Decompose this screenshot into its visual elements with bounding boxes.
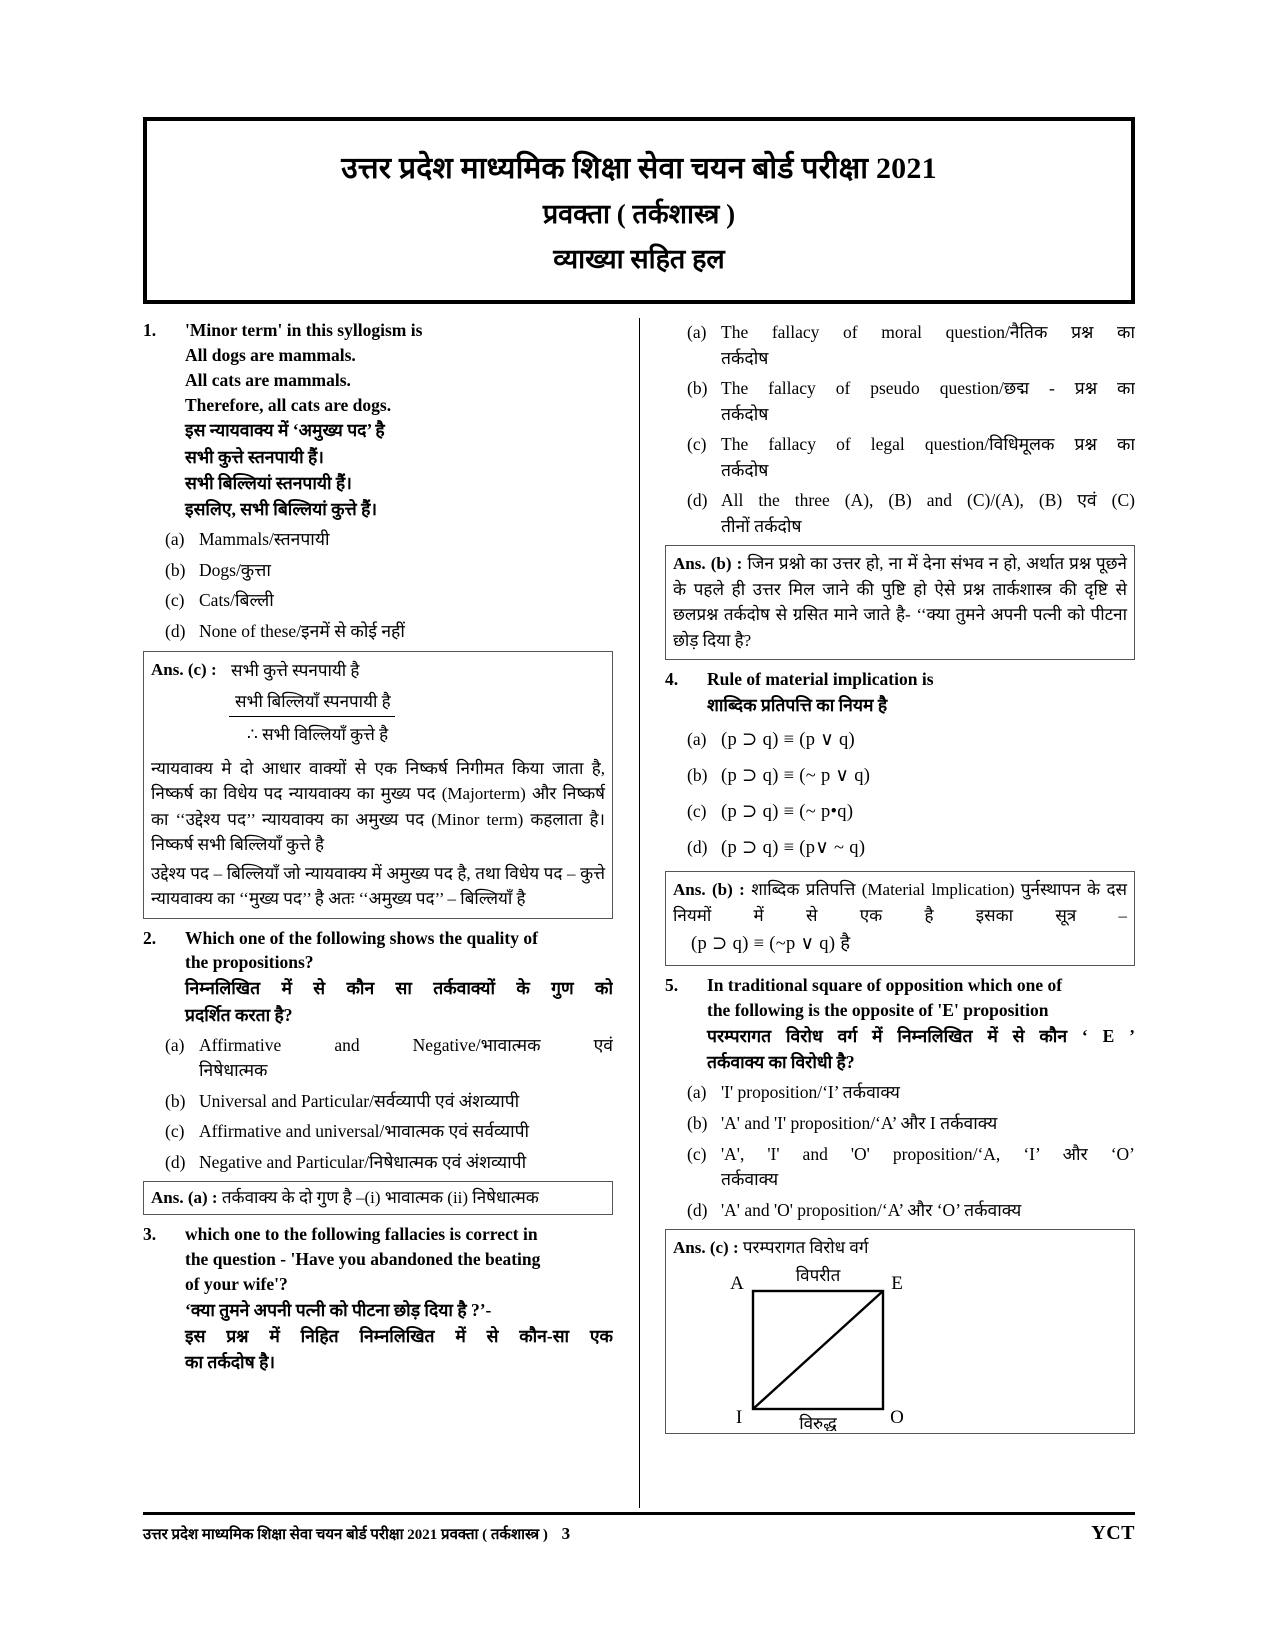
question-1-en-line-3: All cats are mammals. bbox=[185, 369, 351, 390]
option-text: All the three (A), (B) and (C)/(A), (B) एवं (C) bbox=[721, 490, 1135, 511]
question-3-number: 3. bbox=[143, 1223, 157, 1244]
question-3-en-line-1: which one to the following fallacies is correct in bbox=[185, 1223, 538, 1244]
svg-text:E: E bbox=[891, 1272, 903, 1294]
answer-2-text: तर्कवाक्य के दो गुण है –(i) भावात्मक (ii) निषेधात्मक bbox=[221, 1188, 539, 1208]
question-1-hi-line-3: सभी बिल्लियां स्तनपायी हैं। bbox=[185, 472, 352, 493]
answer-3-lead: Ans. (b) : bbox=[673, 554, 743, 574]
option-text: Affirmative and Negative/भावात्मक एवं bbox=[199, 1034, 613, 1055]
option-label: (c) bbox=[687, 801, 707, 822]
option-label: (c) bbox=[687, 434, 707, 455]
square-of-opposition-diagram bbox=[673, 1263, 1127, 1431]
question-2-option-c[interactable] bbox=[143, 1119, 613, 1145]
footer-publisher: YCT bbox=[1091, 1522, 1135, 1544]
question-2-en-line-1: Which one of the following shows the quality of bbox=[185, 927, 538, 948]
question-5-option-b[interactable] bbox=[665, 1111, 1135, 1137]
answer-1-paragraph-1: न्यायवाक्य मे दो आधार वाक्यों से एक निष्कर्ष निगीमत किया जाता है, निष्कर्ष का विधेय पद न्यायवाक्य का मुख्य पद (Majorterm) और निष्कर्ष का ‘‘उद्देश्य पद’’ न्यायवाक्य का अमुख्य पद (Minor term) कहलाता है। निष्कर्ष सभी बिल्लियाँ कुत्ते है bbox=[151, 758, 605, 855]
question-2-number: 2. bbox=[143, 927, 157, 948]
option-text: 'A' and 'I' proposition/‘A’ और I तर्कवाक्य bbox=[721, 1112, 998, 1133]
option-label: (a) bbox=[687, 322, 707, 342]
option-text: Affirmative and universal/भावात्मक एवं सर्वव्यापी bbox=[199, 1121, 530, 1142]
option-label: (d) bbox=[165, 621, 186, 642]
option-label: (d) bbox=[687, 837, 708, 858]
svg-text:A: A bbox=[730, 1272, 744, 1294]
syllogism-premise-2: सभी बिल्लियाँ स्पनपायी है bbox=[229, 689, 395, 718]
syllogism-conclusion: ∴ सभी विल्लियाँ कुत्ते है bbox=[247, 725, 389, 745]
option-label: (d) bbox=[687, 490, 708, 511]
option-text-cont: निषेधात्मक bbox=[199, 1060, 268, 1081]
option-text: Cats/बिल्ली bbox=[199, 590, 274, 611]
answer-1-syllogism bbox=[229, 658, 605, 748]
question-1-hi-line-4: इसलिए, सभी बिल्लियां कुत्ते हैं। bbox=[185, 499, 377, 520]
question-5 bbox=[665, 973, 1135, 1075]
question-1 bbox=[143, 318, 613, 522]
question-3-en-line-2: the question - 'Have you abandoned the beating bbox=[185, 1248, 541, 1269]
question-4-option-c[interactable] bbox=[665, 799, 1135, 826]
answer-1-paragraph-2: उद्देश्य पद – बिल्लियाँ जो न्यायवाक्य में अमुख्य पद है, तथा विधेय पद – कुत्ते न्यायवाक्य का ‘‘मुख्य पद’’ है अतः ‘‘अमुख्य पद’’ – बिल्लियाँ है bbox=[151, 863, 605, 909]
answer-box-4 bbox=[665, 871, 1135, 966]
answer-3-text: जिन प्रश्नो का उत्तर हो, ना में देना संभव न हो, अर्थात प्रश्न पूछने के पहले ही उत्तर मिल जाने की पुष्टि हो ऐसे प्रश्न तार्कशास्त्र की दृष्टि से छलप्रश्न तर्कदोष से ग्रसित माने जाते है- ‘‘क्या तुमने अपनी पत्नी को पीटना छोड़ दिया है? bbox=[673, 554, 1127, 650]
footer-exam-title: उत्तर प्रदेश माध्यमिक शिक्षा सेवा चयन बोर्ड परीक्षा 2021 प्रवक्ता ( तर्कशास्त्र ) bbox=[143, 1527, 548, 1543]
column-divider bbox=[639, 318, 640, 1508]
question-4-hi-line-1: शाब्दिक प्रतिपत्ति का नियम है bbox=[707, 695, 888, 716]
answer-box-2 bbox=[143, 1181, 613, 1215]
question-1-option-c[interactable] bbox=[143, 588, 613, 614]
exam-title-board: उत्तर प्रदेश माध्यमिक शिक्षा सेवा चयन बोर्ड परीक्षा 2021 bbox=[341, 151, 937, 185]
option-text: 'A' and 'O' proposition/‘A’ और ‘O’ तर्कवाक्य bbox=[721, 1199, 1022, 1220]
question-3 bbox=[143, 1222, 613, 1375]
question-1-option-a[interactable] bbox=[143, 527, 613, 553]
question-3-option-a[interactable] bbox=[665, 320, 1135, 371]
option-label: (b) bbox=[165, 559, 186, 580]
option-label: (d) bbox=[165, 1151, 186, 1172]
question-1-en-line-2: All dogs are mammals. bbox=[185, 344, 356, 365]
option-text-cont: तर्कदोष bbox=[721, 403, 769, 424]
question-2-hi-line-1: निम्नलिखित में से कौन सा तर्कवाक्यों के गुण को bbox=[185, 978, 613, 999]
option-label: (a) bbox=[165, 1034, 185, 1055]
answer-5-lead: Ans. (c) : bbox=[673, 1238, 739, 1258]
question-3-option-b[interactable] bbox=[665, 376, 1135, 427]
option-formula: (p ⊃ q) ≡ (~ p ∨ q) bbox=[721, 766, 871, 787]
question-5-number: 5. bbox=[665, 975, 679, 996]
option-text-cont: तर्कदोष bbox=[721, 459, 769, 480]
question-2-hi-line-2: प्रदर्शित करता है? bbox=[185, 1004, 293, 1025]
question-2 bbox=[143, 926, 613, 1028]
question-5-en-line-1: In traditional square of opposition which one of bbox=[707, 975, 1063, 996]
syllogism-premise-1: सभी कुत्ते स्पनपायी है bbox=[231, 661, 360, 681]
option-label: (c) bbox=[687, 1143, 707, 1164]
option-label: (b) bbox=[687, 378, 708, 399]
question-1-hi-line-1: इस न्यायवाक्य में ‘अमुख्य पद’ है bbox=[185, 420, 385, 441]
question-3-hi-line-2: इस प्रश्न में निहित निम्नलिखित में से कौन-सा एक bbox=[185, 1325, 613, 1346]
option-text-cont: तीनों तर्कदोष bbox=[721, 515, 802, 536]
svg-text:विरुद्ध: विरुद्ध bbox=[799, 1413, 837, 1431]
question-1-number: 1. bbox=[143, 320, 157, 340]
option-text: Universal and Particular/सर्वव्यापी एवं अंशव्यापी bbox=[199, 1090, 520, 1111]
option-label: (a) bbox=[165, 529, 185, 550]
option-label: (b) bbox=[165, 1090, 186, 1111]
option-formula: (p ⊃ q) ≡ (p∨ ~ q) bbox=[721, 838, 866, 859]
question-3-hi-line-1: ‘क्या तुमने अपनी पत्नी को पीटना छोड़ दिया है ?’- bbox=[185, 1299, 492, 1320]
question-3-hi-line-3: का तर्कदोष है। bbox=[185, 1352, 276, 1373]
question-3-option-d[interactable] bbox=[665, 488, 1135, 539]
option-text: The fallacy of moral question/नैतिक प्रश्न का bbox=[721, 322, 1135, 342]
option-formula: (p ⊃ q) ≡ (~ p•q) bbox=[721, 802, 854, 823]
option-label: (c) bbox=[165, 1121, 185, 1142]
question-5-option-d[interactable] bbox=[665, 1198, 1135, 1224]
question-4-en-line-1: Rule of material implication is bbox=[707, 669, 934, 690]
footer-exam-name bbox=[143, 1524, 570, 1544]
option-label: (c) bbox=[165, 590, 185, 611]
exam-title-subject: प्रवक्ता ( तर्कशास्त्र ) bbox=[542, 199, 736, 230]
exam-header-box bbox=[143, 117, 1135, 304]
question-3-en-line-3: of your wife'? bbox=[185, 1273, 288, 1294]
option-text: Mammals/स्तनपायी bbox=[199, 529, 330, 550]
option-text: 'A', 'I' and 'O' proposition/‘A, ‘I’ और ‘O’ bbox=[721, 1143, 1135, 1164]
question-4-option-a[interactable] bbox=[665, 727, 1135, 754]
answer-4-text: शाब्दिक प्रतिपत्ति (Material lmplication) पुर्नस्थापन के दस नियमों में से एक है इसका सूत्र – bbox=[673, 880, 1128, 925]
option-label: (a) bbox=[687, 729, 707, 750]
square-of-opposition-svg bbox=[691, 1263, 981, 1431]
question-4 bbox=[665, 667, 1135, 718]
footer-page-number: 3 bbox=[561, 1524, 571, 1543]
question-1-en-line-4: Therefore, all cats are dogs. bbox=[185, 394, 392, 415]
question-4-option-b[interactable] bbox=[665, 763, 1135, 790]
page-footer bbox=[143, 1522, 1135, 1545]
question-1-option-d[interactable] bbox=[143, 619, 613, 645]
answer-box-3 bbox=[665, 545, 1135, 660]
footer-rule bbox=[143, 1512, 1135, 1515]
question-4-number: 4. bbox=[665, 669, 679, 690]
svg-text:O: O bbox=[890, 1406, 904, 1428]
option-text: None of these/इनमें से कोई नहीं bbox=[199, 621, 405, 642]
question-5-hi-line-1: परम्परागत विरोध वर्ग में निम्नलिखित में से कौन ‘ E ’ bbox=[707, 1025, 1135, 1046]
option-text-cont: तर्कदोष bbox=[721, 347, 769, 368]
right-column bbox=[665, 318, 1135, 1508]
answer-2-lead: Ans. (a) : bbox=[151, 1188, 218, 1208]
left-column bbox=[143, 318, 613, 1508]
question-2-option-d[interactable] bbox=[143, 1150, 613, 1176]
question-2-en-line-2: the propositions? bbox=[185, 952, 314, 973]
answer-box-1 bbox=[143, 651, 613, 919]
option-text: Dogs/कुत्ता bbox=[199, 559, 271, 580]
question-2-option-a[interactable] bbox=[143, 1033, 613, 1084]
option-text: 'I' proposition/‘I’ तर्कवाक्य bbox=[721, 1082, 900, 1103]
answer-5-title: परम्परागत विरोध वर्ग bbox=[742, 1238, 869, 1258]
option-label: (b) bbox=[687, 1112, 708, 1133]
question-5-option-a[interactable] bbox=[665, 1080, 1135, 1106]
answer-4-formula: (p ⊃ q) ≡ (~p ∨ q) है bbox=[691, 934, 851, 955]
two-column-body bbox=[143, 318, 1135, 1508]
option-text: Negative and Particular/निषेधात्मक एवं अंशव्यापी bbox=[199, 1151, 527, 1172]
option-text: The fallacy of legal question/विधिमूलक प्रश्न का bbox=[721, 434, 1135, 455]
svg-text:विपरीत: विपरीत bbox=[795, 1265, 841, 1285]
question-3-option-c[interactable] bbox=[665, 432, 1135, 483]
answer-box-5 bbox=[665, 1229, 1135, 1434]
option-text: The fallacy of pseudo question/छद्म - प्रश्न का bbox=[721, 378, 1135, 399]
answer-1-lead: Ans. (c) : bbox=[151, 659, 217, 679]
option-label: (a) bbox=[687, 1082, 707, 1103]
svg-text:I: I bbox=[735, 1406, 743, 1428]
question-1-option-b[interactable] bbox=[143, 558, 613, 584]
question-5-option-c[interactable] bbox=[665, 1142, 1135, 1193]
exam-title-solution: व्याख्या सहित हल bbox=[553, 244, 725, 275]
question-1-hi-line-2: सभी कुत्ते स्तनपायी हैं। bbox=[185, 446, 324, 467]
option-label: (b) bbox=[687, 765, 708, 786]
question-5-hi-line-2: तर्कवाक्य का विरोधी है? bbox=[707, 1052, 855, 1073]
answer-4-lead: Ans. (b) : bbox=[673, 880, 745, 900]
question-2-option-b[interactable] bbox=[143, 1089, 613, 1115]
question-1-en-line-1: 'Minor term' in this syllogism is bbox=[185, 320, 423, 340]
question-5-en-line-2: the following is the opposite of 'E' proposition bbox=[707, 1000, 1049, 1021]
option-text-cont: तर्कवाक्य bbox=[721, 1169, 779, 1190]
option-formula: (p ⊃ q) ≡ (p ∨ q) bbox=[721, 730, 855, 751]
question-4-option-d[interactable] bbox=[665, 835, 1135, 862]
option-label: (d) bbox=[687, 1199, 708, 1220]
